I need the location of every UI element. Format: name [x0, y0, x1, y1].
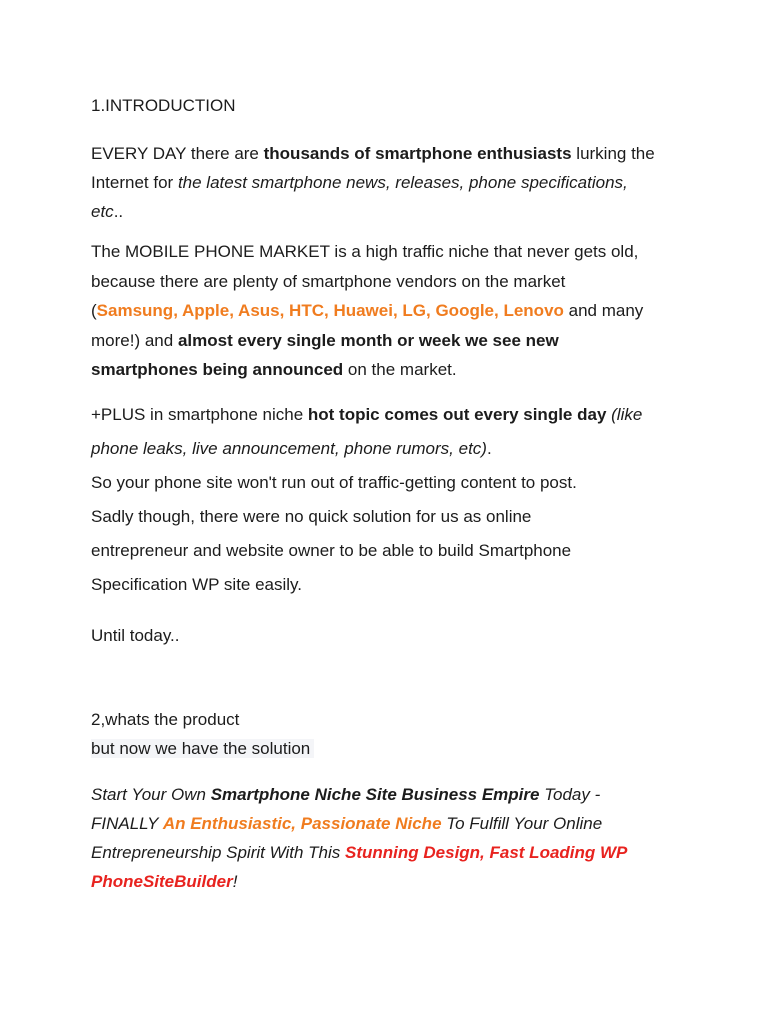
design-highlight: Stunning Design, Fast Loading WP	[345, 843, 628, 862]
niche-highlight: An Enthusiastic, Passionate Niche	[162, 814, 442, 833]
paragraph-market: The MOBILE PHONE MARKET is a high traffic niche that never gets old, because there are plenty of smartphone vendors on the market (Samsung, Apple, Asus, HTC, Huawei, LG, Google, Lenovo and many more!) and almost every single month or week we see new smartphones being announced on the market.	[91, 237, 691, 385]
until-today: Until today..	[91, 626, 180, 645]
heading-product: 2,whats the product	[91, 710, 240, 729]
paragraph-pitch: Start Your Own Smartphone Niche Site Business Empire Today - FINALLY An Enthusiastic, Passionate Niche To Fulfill Your Online Entrepreneurship Spirit With This Stunning Design, Fast Loading WP PhoneSiteBuilder!	[91, 785, 628, 891]
p1-line-3: etc..	[91, 202, 124, 221]
p1-line-2: Internet for the latest smartphone news, releases, phone specifications,	[91, 173, 628, 192]
paragraph-plus: +PLUS in smartphone niche hot topic comes out every single day (like phone leaks, live announcement, phone rumors, etc). So your phone site won't run out of traffic-getting content to post. Sadly though, there were no quick solution for us as online entrepreneur and website owner to be able to build Smartphone Specification WP site easily.	[91, 405, 643, 594]
p1-line-1: EVERY DAY there are thousands of smartphone enthusiasts lurking the	[91, 144, 655, 163]
heading-introduction: 1.INTRODUCTION	[91, 96, 236, 115]
vendor-line: (Samsung, Apple, Asus, HTC, Huawei, LG, Google, Lenovo and many	[91, 301, 644, 320]
solution-line: but now we have the solution	[91, 739, 691, 759]
paragraph-intro	[91, 139, 691, 226]
vendor-list: Samsung, Apple, Asus, HTC, Huawei, LG, Google, Lenovo	[96, 301, 564, 320]
product-name: PhoneSiteBuilder	[91, 872, 233, 891]
